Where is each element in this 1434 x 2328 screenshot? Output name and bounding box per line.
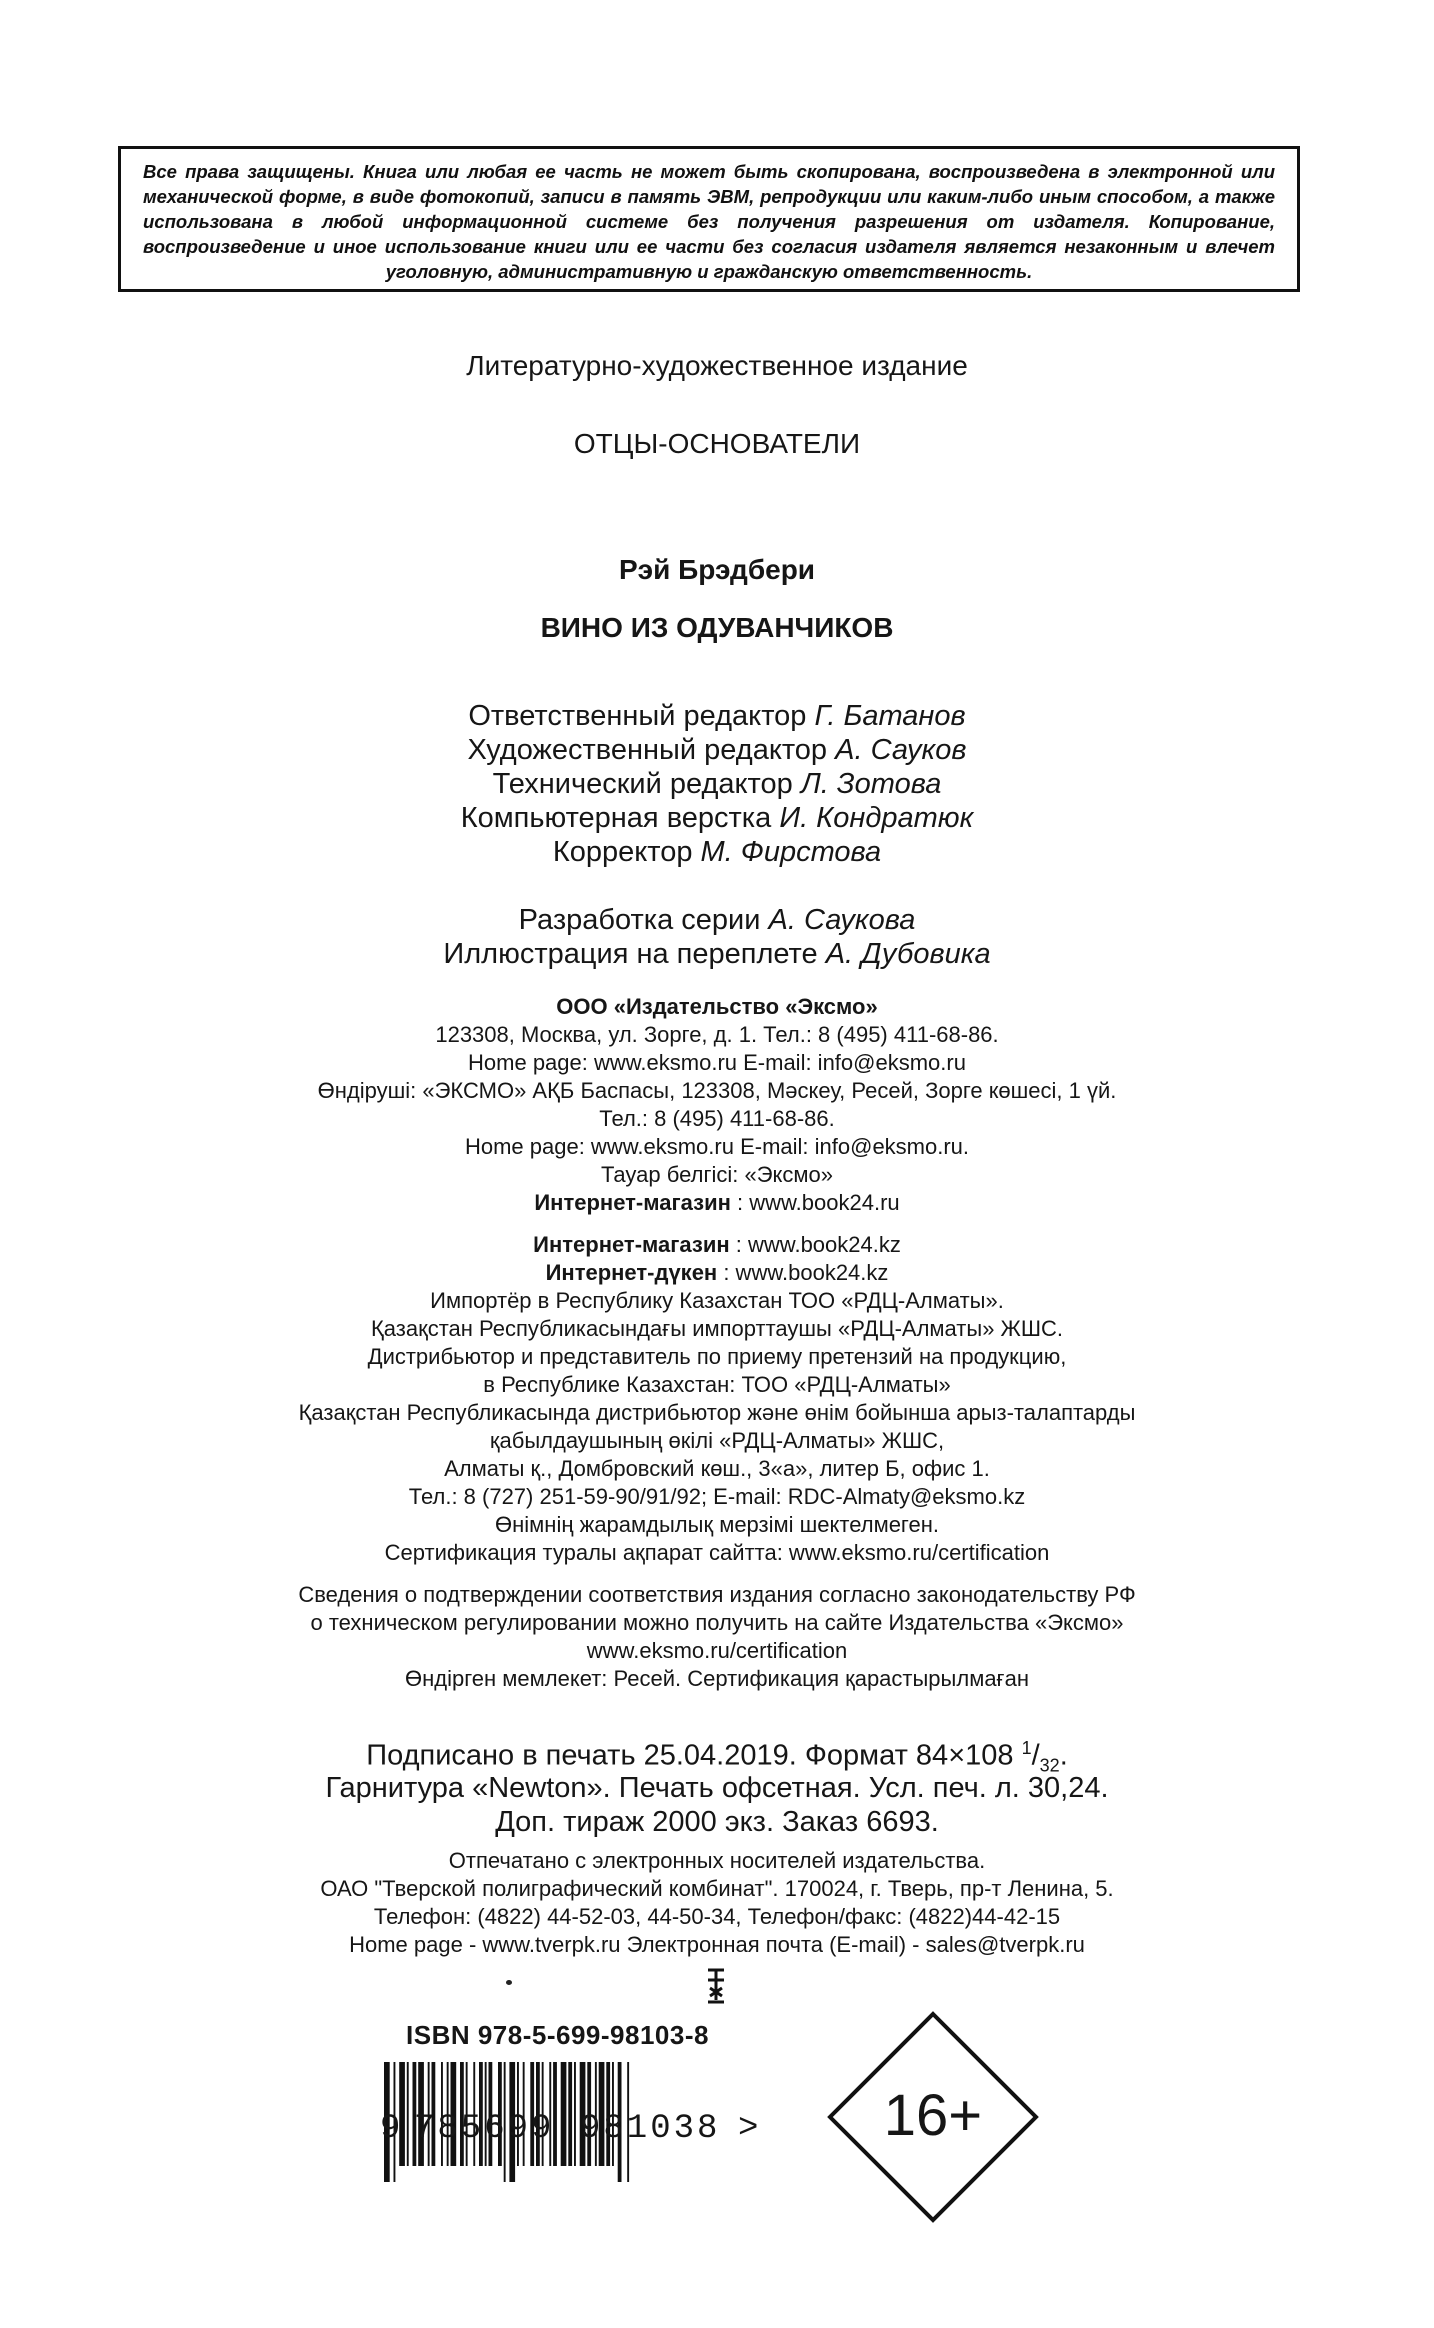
kz-line: қабылдаушының өкілі «РДЦ-Алматы» ЖШС, (489, 1428, 945, 1453)
book-title: ВИНО ИЗ ОДУВАНЧИКОВ (540, 612, 894, 643)
kz-line: Дистрибьютор и представитель по приему претензий на продукцию, (367, 1344, 1067, 1369)
kz-line: в Республике Казахстан: ТОО «РДЦ-Алматы» (483, 1372, 951, 1397)
staff-line: Технический редактор Л. Зотова (492, 768, 942, 800)
publisher-line: Тауар белгісі: «Эксмо» (600, 1162, 833, 1187)
kz-line: Алматы қ., Домбровский көш., 3«а», литер Б, офис 1. (444, 1456, 990, 1481)
barcode-bar (407, 2062, 409, 2166)
series-name: ОТЦЫ-ОСНОВАТЕЛИ (573, 428, 861, 459)
edition-type: Литературно-художественное издание (466, 350, 968, 381)
barcode-group-1: 785699 (414, 2110, 555, 2148)
barcode-bar (561, 2062, 567, 2166)
barcode-group-2: 981038 (580, 2110, 721, 2148)
printer-logo-icon (704, 1966, 728, 2006)
print-format-line: Подписано в печать 25.04.2019. Формат 84×108 $^1/_{32}$. (366, 1738, 1068, 1776)
barcode-lead-digit: 9 (380, 2110, 401, 2148)
staff-line: Ответственный редактор Г. Батанов (468, 700, 966, 732)
kz-line: Өнімнің жарамдылық мерзімі шектелмеген. (495, 1512, 939, 1537)
publisher-line: Home page: www.eksmo.ru E-mail: info@eksmo.ru. (464, 1134, 970, 1159)
staff-line: Компьютерная верстка И. Кондратюк (460, 802, 974, 834)
shop-kz-2: Интернет-дүкен : www.book24.kz (545, 1260, 889, 1285)
shop-ru: Интернет-магазин : www.book24.ru (534, 1190, 900, 1215)
cert-line: о техническом регулировании можно получить на сайте Издательства «Эксмо» (310, 1610, 1124, 1635)
author: Рэй Брэдбери (618, 554, 816, 585)
copyright-box (118, 146, 1300, 292)
publisher-line: Home page: www.eksmo.ru E-mail: info@eksmo.ru (468, 1050, 966, 1075)
cert-line: www.eksmo.ru/certification (586, 1638, 848, 1663)
kz-line: Қазақстан Республикасындағы импорттаушы «РДЦ-Алматы» ЖШС. (370, 1316, 1064, 1341)
barcode-tail: > (738, 2110, 759, 2148)
printer-line: ОАО "Тверской полиграфический комбинат". 170024, г. Тверь, пр-т Ленина, 5. (320, 1876, 1114, 1901)
cert-line: Өндірген мемлекет: Ресей. Сертификация қарастырылмаған (405, 1666, 1029, 1691)
printer-line: Телефон: (4822) 44-52-03, 44-50-34, Телефон/факс: (4822)44-42-15 (373, 1904, 1061, 1929)
print-font-line: Гарнитура «Newton». Печать офсетная. Усл. печ. л. 30,24. (325, 1772, 1109, 1804)
shop-kz: Интернет-магазин : www.book24.kz (533, 1232, 901, 1257)
kz-line: Сертификация туралы ақпарат сайтта: www.eksmo.ru/certification (384, 1540, 1050, 1565)
cert-line: Сведения о подтверждении соответствия издания согласно законодательству РФ (298, 1582, 1136, 1607)
isbn: ISBN 978-5-699-98103-8 (406, 2020, 709, 2050)
kz-line: Тел.: 8 (727) 251-59-90/91/92; E-mail: RDC-Almaty@eksmo.kz (408, 1484, 1026, 1509)
publisher-line: 123308, Москва, ул. Зорге, д. 1. Тел.: 8 (495) 411-68-86. (435, 1022, 999, 1047)
design-line: Иллюстрация на переплете А. Дубовика (443, 938, 991, 970)
print-dot (506, 1980, 512, 1985)
copyright-notice: Все права защищены. Книга или любая ее часть не может быть скопирована, воспроизведена в электронной или механической форме, в виде фотокопий, записи в память ЭВМ, репродукции или каким-либо иным способом, а также использована в любой информационной системе без получения разрешения от издателя. Копирование, воспроизведение и иное использование книги или ее части без согласия издателя является незаконным и влечет уголовную, административную и гражданскую ответственность. (143, 161, 1275, 282)
printer-line: Home page - www.tverpk.ru Электронная почта (E-mail) - sales@tverpk.ru (349, 1932, 1085, 1957)
kz-line: Қазақстан Республикасында дистрибьютор және өнім бойынша арыз-талаптарды (298, 1400, 1136, 1425)
publisher-name: ООО «Издательство «Эксмо» (556, 994, 878, 1019)
printer-line: Отпечатано с электронных носителей издательства. (448, 1848, 986, 1873)
age-rating: 16+ (883, 2083, 983, 2148)
publisher-line: Тел.: 8 (495) 411-68-86. (599, 1106, 835, 1131)
kz-line: Импортёр в Республику Казахстан ТОО «РДЦ-Алматы». (430, 1288, 1004, 1313)
print-run-line: Доп. тираж 2000 экз. Заказ 6693. (495, 1806, 939, 1838)
barcode-bar (568, 2062, 572, 2166)
design-line: Разработка серии А. Саукова (518, 904, 916, 936)
publisher-line: Өндіруші: «ЭКСМО» АҚБ Баспасы, 123308, Мәскеу, Ресей, Зорге көшесі, 1 үй. (317, 1078, 1117, 1103)
barcode-bar (574, 2062, 576, 2166)
staff-line: Корректор М. Фирстова (552, 836, 882, 868)
staff-line: Художественный редактор А. Сауков (467, 734, 967, 766)
